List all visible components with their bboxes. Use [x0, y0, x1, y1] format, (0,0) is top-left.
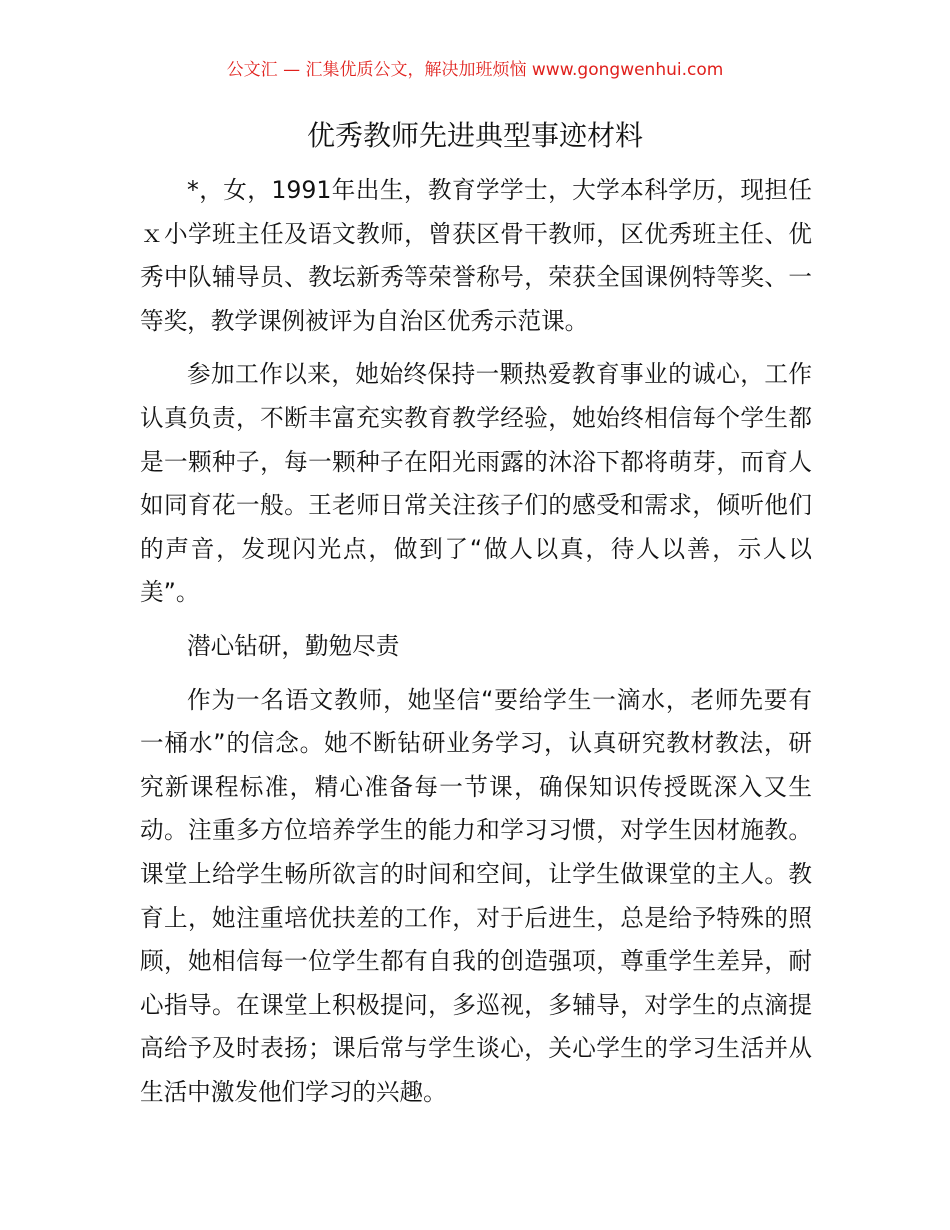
header-banner: 公文汇 — 汇集优质公文，解决加班烦恼 www.gongwenhui.com [226, 60, 724, 80]
document-body [140, 169, 812, 1124]
section-heading: 潜心钻研，勤勉尽责 [187, 631, 400, 660]
document-title: 优秀教师先进典型事迹材料 [306, 119, 643, 152]
paragraph-dedication: 参加工作以来，她始终保持一颗热爱教育事业的诚心，工作认真负责，不断丰富充实教育教学经验，她始终相信每个学生都是一颗种子，每一颗种子在阳光雨露的沐浴下都将萌芽，而育人如同育花一般。王老师日常关注孩子们的感受和需求，倾听他们的声音，发现闪光点，做到了“做人以真，待人以善，示人以美”。 [140, 360, 812, 607]
paragraph-teaching: 作为一名语文教师，她坚信“要给学生一滴水，老师先要有一桶水”的信念。她不断钻研业务学习，认真研究教材教法，研究新课程标准，精心准备每一节课，确保知识传授既深入又生动。注重多方位培养学生的能力和学习习惯，对学生因材施教。课堂上给学生畅所欲言的时间和空间，让学生做课堂的主人。教育上，她注重培优扶差的工作，对于后进生，总是给予特殊的照顾，她相信每一位学生都有自我的创造强项，尊重学生差异，耐心指导。在课堂上积极提问，多巡视，多辅导，对学生的点滴提高给予及时表扬；课后常与学生谈心，关心学生的学习生活并从生活中激发他们学习的兴趣。 [140, 685, 812, 1106]
paragraph-profile: *，女，1991年出生，教育学学士，大学本科学历，现担任ｘ小学班主任及语文教师，曾获区骨干教师，区优秀班主任、优秀中队辅导员、教坛新秀等荣誉称号，荣获全国课例特等奖、一等奖，教学课例被评为自治区优秀示范课。 [140, 176, 812, 335]
